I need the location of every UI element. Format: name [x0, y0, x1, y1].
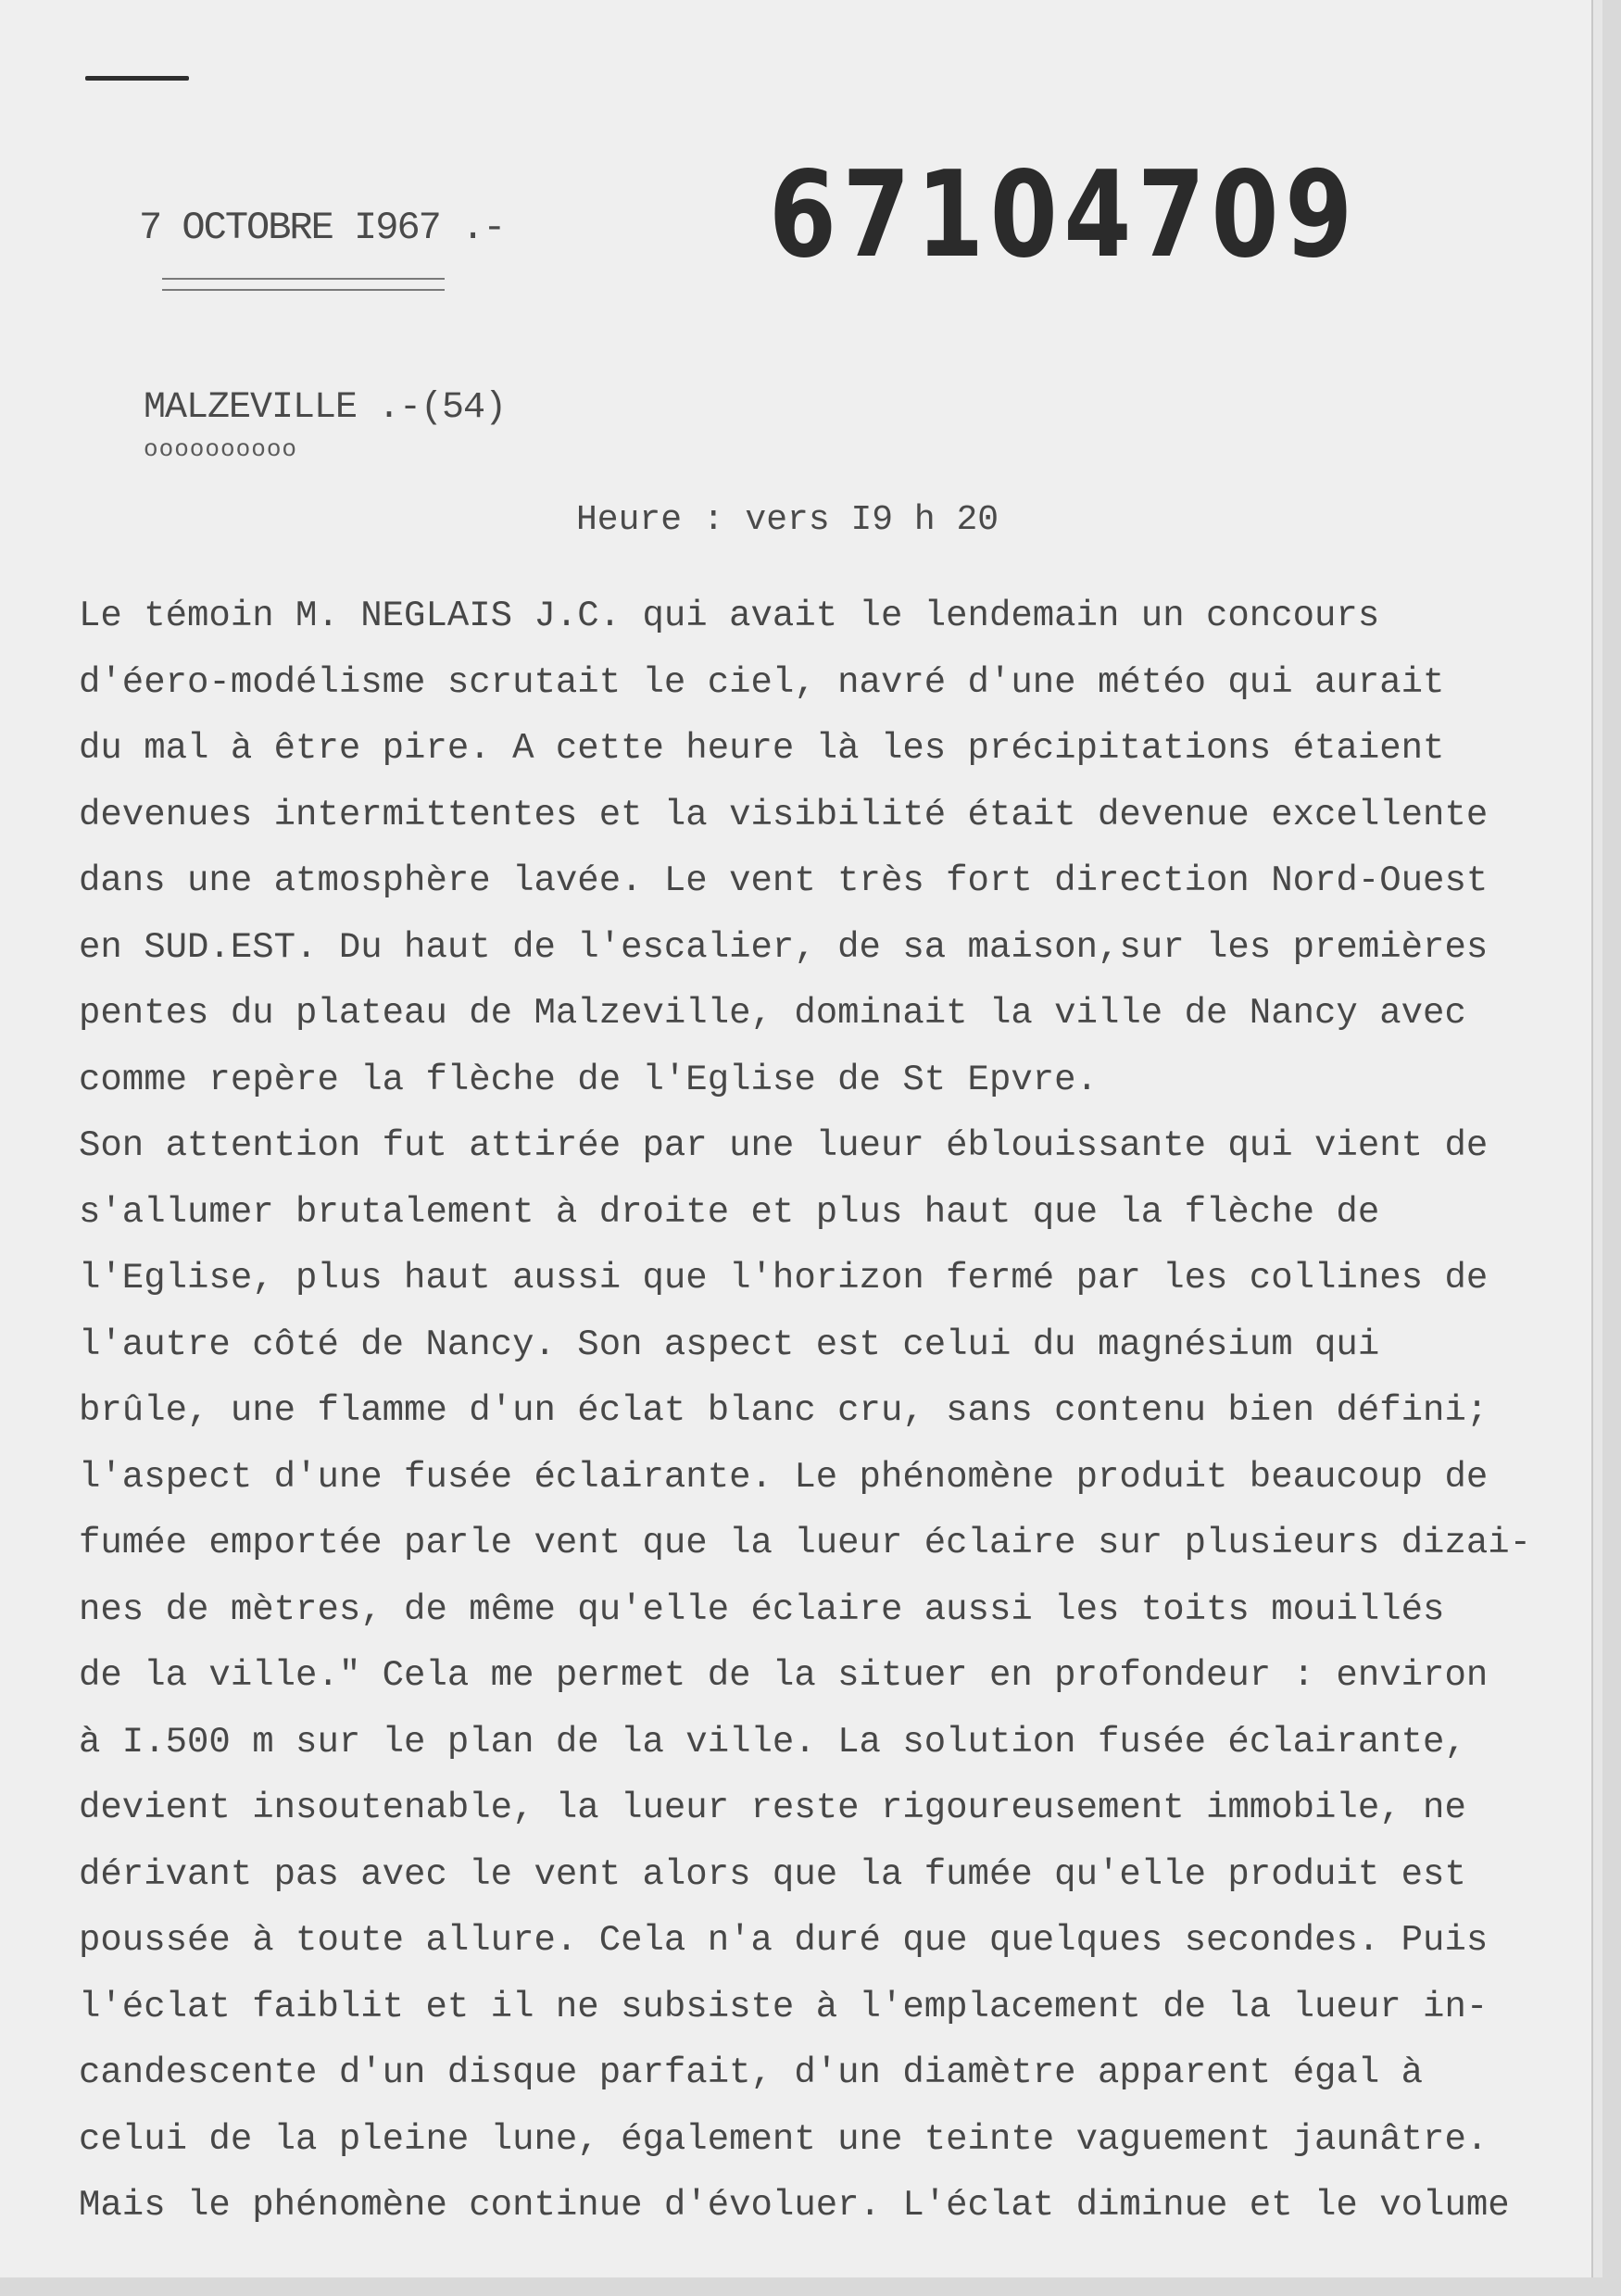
text-line: dérivant pas avec le vent alors que la fumée qu'elle produit est [79, 1853, 1466, 1895]
text-line: Le témoin M. NEGLAIS J.C. qui avait le lendemain un concours [79, 596, 1380, 636]
text-line: l'Eglise, plus haut aussi que l'horizon fermé par les collines de [79, 1258, 1489, 1299]
text-line: Mais le phénomène continue d'évoluer. L'éclat diminue et le volume [79, 2185, 1510, 2226]
date-double-underline [162, 278, 445, 291]
text-line: Son attention fut attirée par une lueur éblouissante qui vient de [79, 1125, 1489, 1166]
text-line: dans une atmosphère lavée. Le vent très fort direction Nord-Ouest [79, 860, 1489, 901]
top-margin-mark [85, 76, 189, 81]
text-line: nes de mètres, de même qu'elle éclaire aussi les toits mouillés [79, 1588, 1445, 1630]
location-underline: oooooooooo [144, 435, 298, 463]
reference-number-stamp: 67104709 [769, 146, 1359, 284]
text-line: fumée emportée parle vent que la lueur éclaire sur plusieurs dizai- [79, 1523, 1532, 1563]
text-line: candescente d'un disque parfait, d'un diamètre apparent égal à [79, 2052, 1424, 2093]
location-heading: MALZEVILLE .-(54) [144, 387, 507, 429]
text-line: poussée à toute allure. Cela n'a duré que quelques secondes. Puis [79, 1920, 1489, 1961]
document-date: 7 OCTOBRE I967 .- [139, 206, 505, 250]
text-line: devient insoutenable, la lueur reste rigoureusement immobile, ne [79, 1788, 1466, 1828]
text-line: l'aspect d'une fusée éclairante. Le phénomène produit beaucoup de [79, 1456, 1489, 1498]
text-line: l'éclat faiblit et il ne subsiste à l'emplacement de la lueur in- [79, 1986, 1489, 2027]
text-line: devenues intermittentes et la visibilité était devenue excellente [79, 794, 1489, 835]
time-line: Heure : vers I9 h 20 [576, 500, 999, 540]
text-line: d'éero-modélisme scrutait le ciel, navré d'une météo qui aurait [79, 661, 1445, 703]
text-line: l'autre côté de Nancy. Son aspect est celui du magnésium qui [79, 1324, 1380, 1365]
text-line: celui de la pleine lune, également une teinte vaguement jaunâtre. [79, 2118, 1489, 2160]
text-line: brûle, une flamme d'un éclat blanc cru, sans contenu bien défini; [79, 1390, 1489, 1431]
text-line: comme repère la flèche de l'Eglise de St Epvre. [79, 1059, 1098, 1100]
text-line: s'allumer brutalement à droite et plus haut que la flèche de [79, 1191, 1380, 1233]
witness-account-text [79, 583, 1579, 2240]
text-line: de la ville." Cela me permet de la situer en profondeur : environ [79, 1655, 1489, 1696]
text-line: pentes du plateau de Malzeville, dominait la ville de Nancy avec [79, 993, 1466, 1034]
text-line: à I.500 m sur le plan de la ville. La solution fusée éclairante, [79, 1721, 1466, 1763]
text-line: du mal à être pire. A cette heure là les précipitations étaient [79, 728, 1445, 769]
text-line: en SUD.EST. Du haut de l'escalier, de sa maison,sur les premières [79, 926, 1489, 968]
